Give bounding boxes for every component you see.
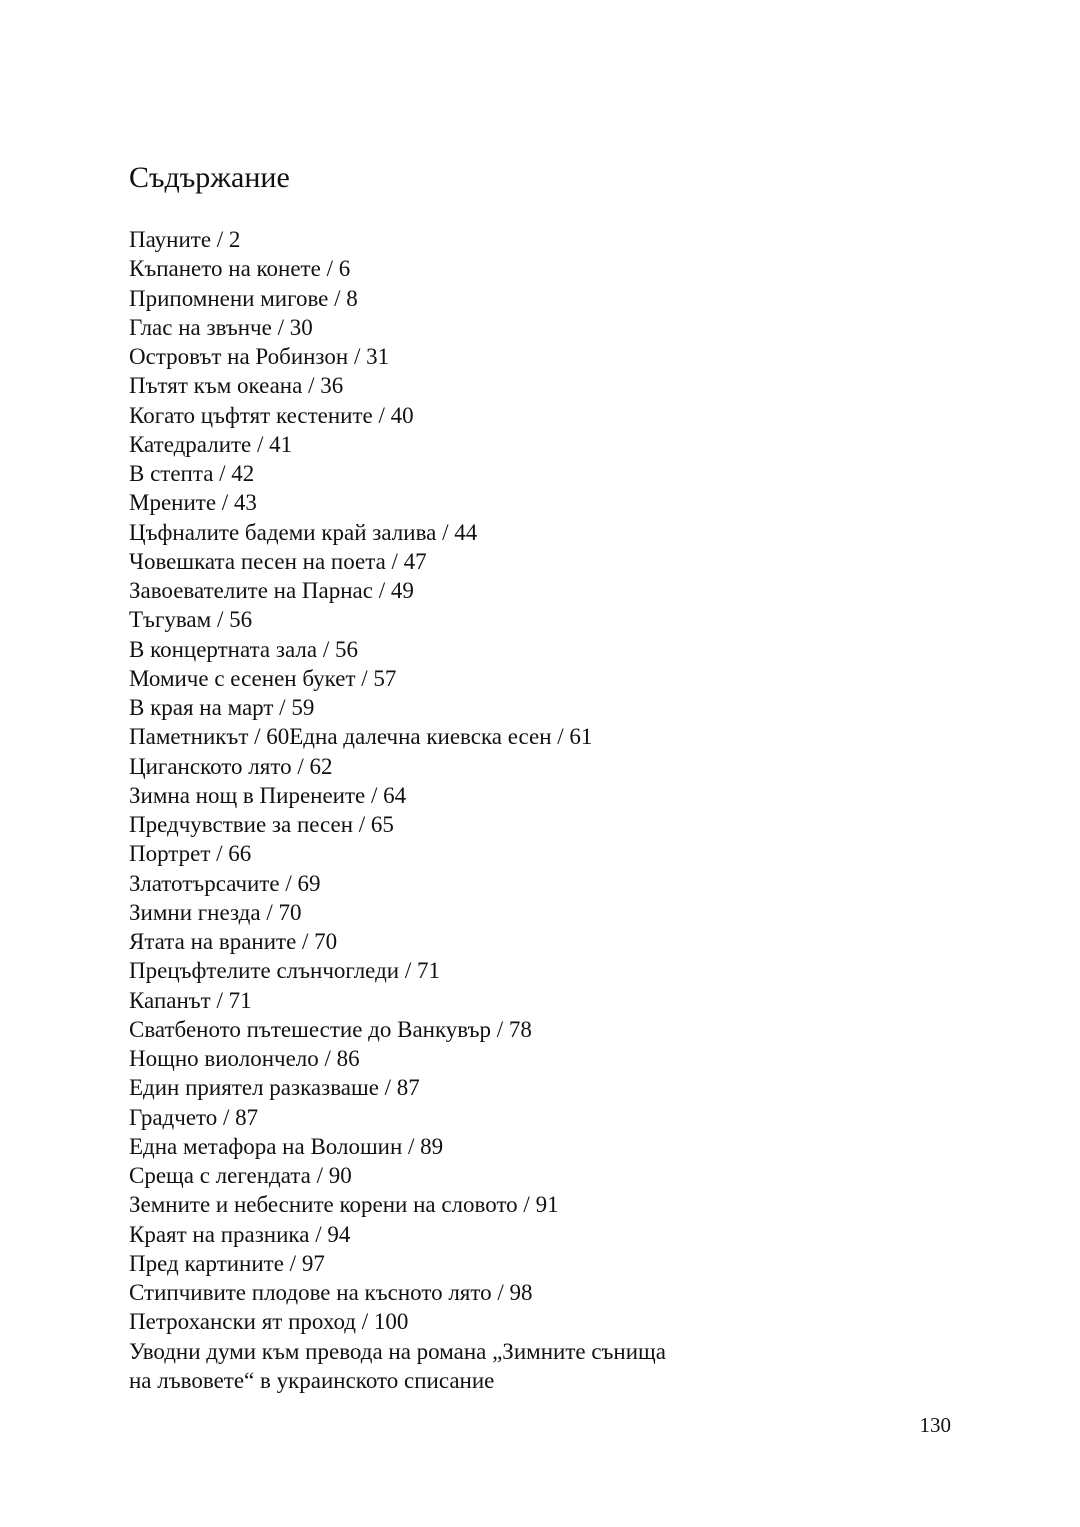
toc-entry: Една метафора на Волошин / 89 [129, 1133, 444, 1159]
toc-entry: Припомнени мигове / 8 [129, 285, 358, 311]
toc-entry: Златотърсачите / 69 [129, 870, 321, 896]
toc-entry: Градчето / 87 [129, 1104, 259, 1130]
page-number: 130 [919, 1413, 951, 1437]
toc-entry: В концертната зала / 56 [129, 636, 358, 662]
toc-entry: Портрет / 66 [129, 841, 252, 867]
toc-entry: Пауните / 2 [129, 227, 241, 252]
toc-entry: Краят на празника / 94 [129, 1221, 351, 1247]
toc-entry: В края на март / 59 [129, 695, 315, 720]
toc-entry: Земните и небесните корени на словото / 91 [129, 1192, 559, 1218]
toc-entry: Ятата на враните / 70 [129, 929, 338, 954]
toc-entry: Пред картините / 97 [129, 1250, 325, 1276]
toc-entry: Предчувствие за песен / 65 [129, 812, 394, 837]
toc-entry: Завоевателите на Парнас / 49 [129, 578, 414, 603]
toc-entry: Пътят към океана / 36 [129, 373, 344, 399]
toc-entry: Нощно виолончело / 86 [129, 1046, 360, 1071]
toc-entry: Циганското лято / 62 [129, 753, 333, 779]
toc-entry: Глас на звънче / 30 [129, 314, 313, 340]
toc-entry: Един приятел разказваше / 87 [129, 1075, 420, 1101]
toc-entry: Паметникът / 60Една далечна киевска есен / 61 [129, 724, 593, 750]
toc-entry: Мрените / 43 [129, 490, 257, 516]
toc-entry: Островът на Робинзон / 31 [129, 344, 390, 369]
toc-entry: В степта / 42 [129, 461, 255, 486]
toc-entry: Петрохански ят проход / 100 [129, 1309, 409, 1335]
toc-entry: Цъфналите бадеми край залива / 44 [129, 519, 478, 545]
page-title: Съдържание [129, 161, 290, 194]
toc-entry: Тъгувам / 56 [129, 607, 253, 633]
toc-entry: Сватбеното пътешестие до Ванкувър / 78 [129, 1016, 532, 1042]
toc-entry: Прецъфтелите слънчогледи / 71 [129, 958, 440, 984]
toc-entry: Когато цъфтят кестените / 40 [129, 402, 414, 428]
toc-entry: Къпането на конете / 6 [129, 256, 351, 282]
toc-entry: Катедралите / 41 [129, 431, 293, 457]
toc-entry: Зимна нощ в Пиренеите / 64 [129, 782, 407, 808]
toc-entry: Зимни гнезда / 70 [129, 899, 302, 925]
toc-entry: Капанът / 71 [129, 987, 252, 1013]
toc-entry: Стипчивите плодове на късното лято / 98 [129, 1280, 533, 1305]
toc-entry: Момиче с есенен букет / 57 [129, 665, 397, 691]
toc-entry: Човешката песен на поета / 47 [129, 548, 427, 574]
toc-entry: Среща с легендата / 90 [129, 1163, 352, 1188]
table-of-contents [129, 225, 769, 1395]
toc-entry: Уводни думи към превода на романа „Зимните сънища на лъвовете“ в украинското списание [129, 1338, 666, 1393]
